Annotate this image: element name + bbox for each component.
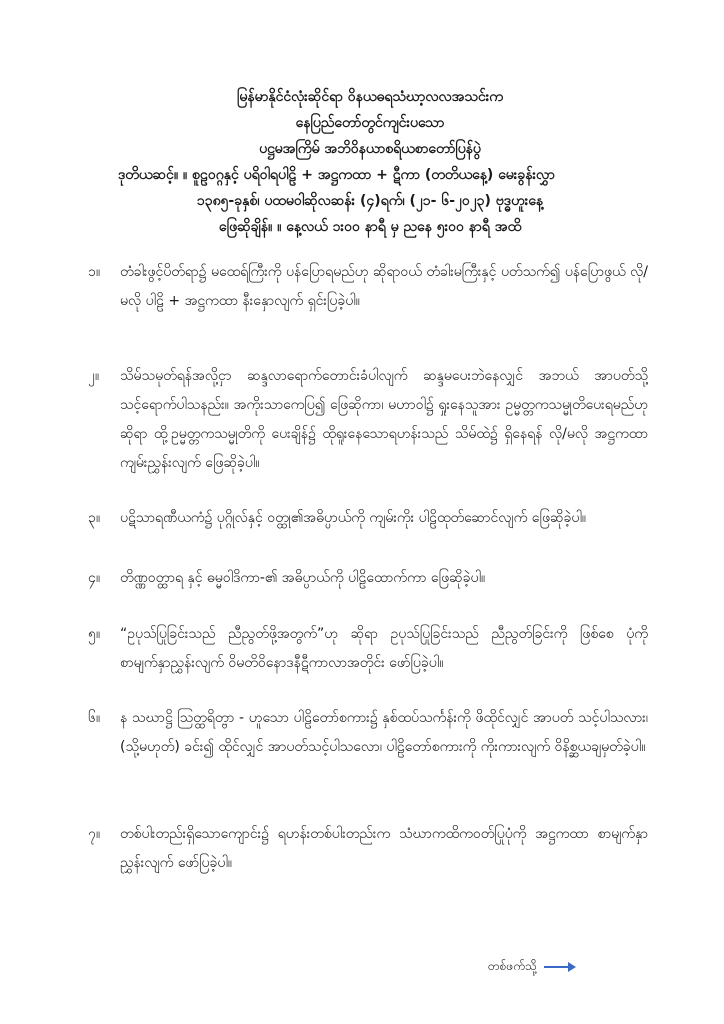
organization-title: မြန်မာနိုင်ငံလုံးဆိုင်ရာ ဝိနယဓရသံဃာ့လလအသင်းက — [237, 89, 503, 105]
exam-date-line: ၁၃၈၅-ခုနှစ်၊ ပထမဝါဆိုလဆန်း (၄)ရက်၊ (၂၁- ၆-၂၀၂၃) ဗုဒ္ဓဟူးနေ့ — [196, 193, 544, 209]
right-arrow-icon — [543, 961, 577, 973]
question-number: ၅။ — [88, 626, 101, 642]
question-number: ၃။ — [88, 510, 101, 526]
question-number: ၆။ — [88, 710, 101, 726]
exam-stage-line: ဒုတိယဆင့်။ ။ စူဠဝဂ္ဂနှင့် ပရိဝါရပါဠိ + အဋ္ဌကထာ + ဋီကာ (တတိယနေ့) မေးခွန်းလွှာ — [118, 167, 555, 183]
question-text: သိမ်သမုတ်ရန်အလို့ငှာ ဆန္ဒလာရောက်တောင်းခံပါလျက် ဆန္ဒမပေးဘဲနေလျှင် အဘယ် အာပတ်သို့ သင့်ရောက်ပါသနည်း။ အကိုးသာကေပြ၍ ဖြေဆိုကာ၊ မဟာဝါ၌ ရှုးနေသူအား ဥမ္မတ္တကသမ္မုတိပေးရမည်ဟု ဆိုရာ ထို့ဥမ္မတ္တကသမ္မုတိကို ပေးချိန်၌ ထိုရူးနေသောရဟန်းသည် သိမ်ထဲ၌ ရှိနေရန် လို/မလို အဋ္ဌကထာ ကျမ်းညွှန်းလျက် ဖြေဆိုခဲ့ပါ။ — [120, 368, 648, 471]
continue-label: တစ်ဖက်သို့ — [488, 959, 537, 973]
question-number: ၁။ — [88, 264, 101, 280]
continue-overleaf — [488, 958, 577, 976]
venue-line: နေပြည်တော်တွင်ကျင်းပသော — [295, 115, 445, 131]
exam-time-line: ဖြေဆိုချိန်။ ။ နေ့လယ် ၁း၀၀ နာရီ မှ ညနေ ၅း၀၀ နာရီ အထိ — [218, 219, 522, 235]
question-text: “ဥပုသ်ပြုခြင်းသည် ညီညွတ်ဖို့အတွက်”ဟု ဆိုရာ ဥပုသ်ပြုခြင်းသည် ညီညွတ်ခြင်းကို ဖြစ်စေ ပုံကို စာမျက်နှာညွှန်းလျက် ဝိမတိဝိနောဒနီဋီကာလာအတိုင်း ဖော်ပြခဲ့ပါ။ — [120, 626, 648, 671]
question-text: ပဋိသာရဏီယကံ၌ ပုဂ္ဂိုလ်နှင့် ဝတ္ထု၏အဓိပ္ပာယ်ကို ကျမ်းကိုး ပါဠိထုတ်ဆောင်လျက် ဖြေဆိုခဲ့ပါ။ — [120, 510, 587, 526]
question-text: န သဃာဋ္ဌိ ဩတ္ထရိတ္ဗာ - ဟူသော ပါဠိတော်စကား၌ နှစ်ထပ်သင်္ကန်းကို ဖိထိုင်လျှင် အာပတ် သင့်ပါသလား၊ (သို့မဟုတ်) ခင်း၍ ထိုင်လျှင် အာပတ်သင့်ပါသလော၊ ပါဠိတော်စကားကို ကိုးကားလျက် ဝိနိစ္ဆယချမှတ်ခဲ့ပါ။ — [120, 710, 648, 755]
question-text: တံခါးဖွင့်ပိတ်ရာ၌ မထေရ်ကြီးကို ပန်ပြောရမည်ဟု ဆိုရာဝယ် တံခါးမကြီးနှင့် ပတ်သက်၍ ပန်ပြောဖွယ် လို/မလို ပါဠိ + အဋ္ဌကထာ နီးနှောလျက် ရှင်းပြခဲ့ပါ။ — [120, 264, 648, 309]
question-text: တစ်ပါးတည်းရှိသောကျောင်း၌ ရဟန်းတစ်ပါးတည်းက သံဃာကထိကဝတ်ပြုပုံကို အဋ္ဌကထာ စာမျက်နှာညွှန်းလျက် ဖော်ပြခဲ့ပါ။ — [120, 826, 648, 871]
question-number: ၇။ — [88, 826, 101, 842]
question-number: ၄။ — [88, 570, 101, 586]
question-number: ၂။ — [88, 368, 100, 384]
question-text: တိဏ္ဏဝတ္ထာရ နှင့် ဓမ္မဝါဒိကာ-၏ အဓိပ္ပာယ်ကို ပါဠိထောက်ကာ ဖြေဆိုခဲ့ပါ။ — [120, 570, 486, 586]
exam-title: ပဋ္ဌမအကြိမ် အဘိဝိနယာစရိယစာတော်ပြန်ပွဲ — [259, 141, 481, 157]
